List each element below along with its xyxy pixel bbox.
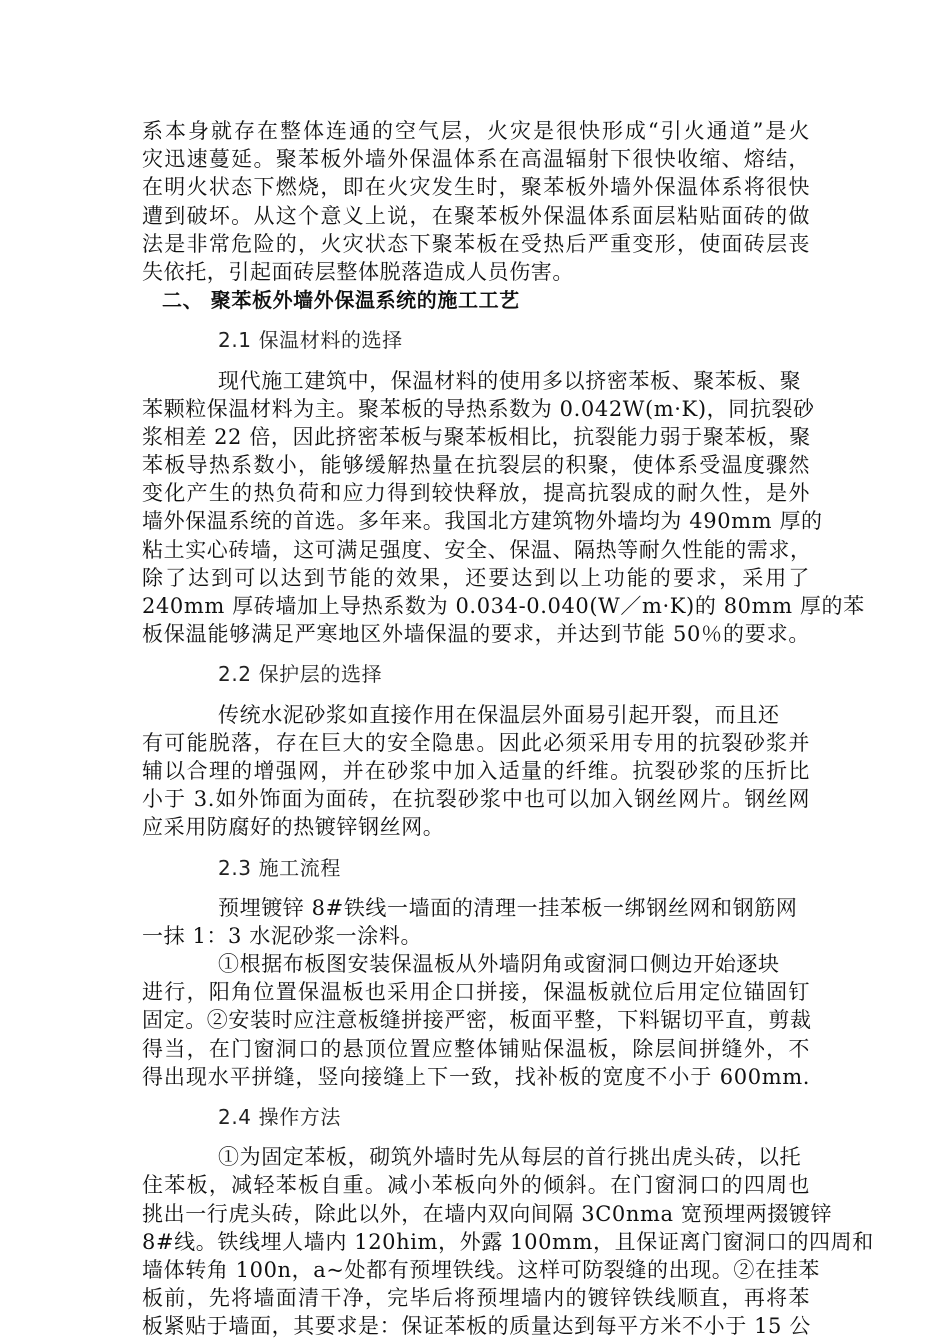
text-line: 得出现水平拼缝，竖向接缝上下一致，找补板的宽度不小于 600mm. bbox=[142, 1064, 810, 1089]
text-line: 除了达到可以达到节能的效果，还要达到以上功能的要求，采用了 bbox=[142, 565, 810, 590]
text-line: 墙外保温系统的首选。多年来。我国北方建筑物外墙均为 490mm 厚的 bbox=[142, 509, 823, 534]
subsection-heading: 2.1 保温材料的选择 bbox=[218, 328, 403, 353]
text-line: 在明火状态下燃烧，即在火灾发生时，聚苯板外墙外保温体系将很快 bbox=[142, 175, 810, 200]
text-line: 传统水泥砂浆如直接作用在保温层外面易引起开裂，而且还 bbox=[218, 702, 780, 727]
text-line: 失依托，引起面砖层整体脱落造成人员伤害。 bbox=[142, 259, 574, 284]
section-heading: 二、 聚苯板外墙外保温系统的施工工艺 bbox=[162, 288, 520, 313]
subsection-heading: 2.2 保护层的选择 bbox=[218, 662, 383, 687]
text-line: ①为固定苯板，砌筑外墙时先从每层的首行挑出虎头砖，以托 bbox=[218, 1145, 802, 1170]
text-line: 8#线。铁线埋人墙内 120him，外露 100mm，且保证离门窗洞口的四周和 bbox=[142, 1229, 874, 1254]
text-line: 辅以合理的增强网，并在砂浆中加入适量的纤维。抗裂砂浆的压折比 bbox=[142, 758, 810, 783]
text-line: 应采用防腐好的热镀锌钢丝网。 bbox=[142, 815, 445, 840]
text-line: 预埋镀锌 8#铁线一墙面的清理一挂苯板一绑钢丝网和钢筋网 bbox=[218, 895, 798, 920]
text-line: 法是非常危险的，火灾状态下聚苯板在受热后严重变形，使面砖层丧 bbox=[142, 231, 810, 256]
text-line: 有可能脱落，存在巨大的安全隐患。因此必须采用专用的抗裂砂浆并 bbox=[142, 730, 810, 755]
text-line: 挑出一行虎头砖，除此以外，在墙内双向间隔 3C0nma 宽预埋两掇镀锌 bbox=[142, 1201, 833, 1226]
text-line: 小于 3.如外饰面为面砖，在抗裂砂浆中也可以加入钢丝网片。钢丝网 bbox=[142, 787, 810, 812]
document-page bbox=[142, 117, 874, 1341]
text-line: 得当，在门窗洞口的悬顶位置应整体铺贴保温板，除层间拼缝外，不 bbox=[142, 1036, 810, 1061]
text-line: 灾迅速蔓延。聚苯板外墙外保温体系在高温辐射下很快收缩、熔结， bbox=[142, 147, 810, 172]
text-line: 遭到破坏。从这个意义上说，在聚苯板外保温体系面层粘贴面砖的做 bbox=[142, 203, 810, 228]
text-line: 现代施工建筑中，保温材料的使用多以挤密苯板、聚苯板、聚 bbox=[218, 368, 802, 393]
paragraph-2-2 bbox=[142, 701, 810, 842]
text-line: 墙体转角 100n，a~处都有预埋铁线。这样可防裂缝的出现。②在挂苯 bbox=[142, 1257, 820, 1282]
text-line: 板前，先将墙面清干净，完毕后将预埋墙内的镀锌铁线顺直，再将苯 bbox=[142, 1286, 810, 1311]
text-line: 变化产生的热负荷和应力得到较快释放，提高抗裂成的耐久性，是外 bbox=[142, 481, 810, 506]
subsection-heading: 2.4 操作方法 bbox=[218, 1105, 341, 1129]
text-line: 板保温能够满足严寒地区外墙保温的要求，并达到节能 50％的要求。 bbox=[142, 622, 810, 647]
text-line: 240mm 厚砖墙加上导热系数为 0.034-0.040(W／m·K)的 80mm 厚的苯 bbox=[142, 594, 865, 618]
text-line: 进行，阳角位置保温板也采用企口拼接，保温板就位后用定位锚固钉 bbox=[142, 980, 810, 1005]
text-line: ①根据布板图安装保温板从外墙阴角或窗洞口侧边开始逐块 bbox=[218, 952, 780, 977]
text-line: 粘土实心砖墙，这可满足强度、安全、保温、隔热等耐久性能的需求， bbox=[142, 537, 812, 562]
text-line: 固定。②安装时应注意板缝拼接严密，板面平整，下料锯切平直，剪裁 bbox=[142, 1008, 812, 1033]
paragraph-2-4 bbox=[142, 1143, 874, 1340]
text-line: 苯颗粒保温材料为主。聚苯板的导热系数为 0.042W(m·K)，同抗裂砂 bbox=[142, 396, 815, 421]
text-line: 浆相差 22 倍，因此挤密苯板与聚苯板相比，抗裂能力弱于聚苯板，聚 bbox=[142, 424, 811, 449]
paragraph-2-1 bbox=[142, 367, 865, 649]
subsection-heading: 2.3 施工流程 bbox=[218, 855, 341, 880]
text-line: 一抹 1：3 水泥砂浆一涂料。 bbox=[142, 923, 423, 948]
intro-paragraph bbox=[142, 117, 810, 286]
text-line: 住苯板，减轻苯板自重。减小苯板向外的倾斜。在门窗洞口的四周也 bbox=[142, 1173, 810, 1198]
paragraph-2-3 bbox=[142, 894, 810, 1091]
text-line: 苯板导热系数小，能够缓解热量在抗裂层的积聚，使体系受温度骤然 bbox=[142, 453, 810, 478]
text-line: 系本身就存在整体连通的空气层，火灾是很快形成“引火通道”是火 bbox=[142, 119, 810, 143]
text-line: 板紧贴于墙面，其要求是：保证苯板的质量达到每平方米不小于 15 公 bbox=[142, 1314, 811, 1339]
